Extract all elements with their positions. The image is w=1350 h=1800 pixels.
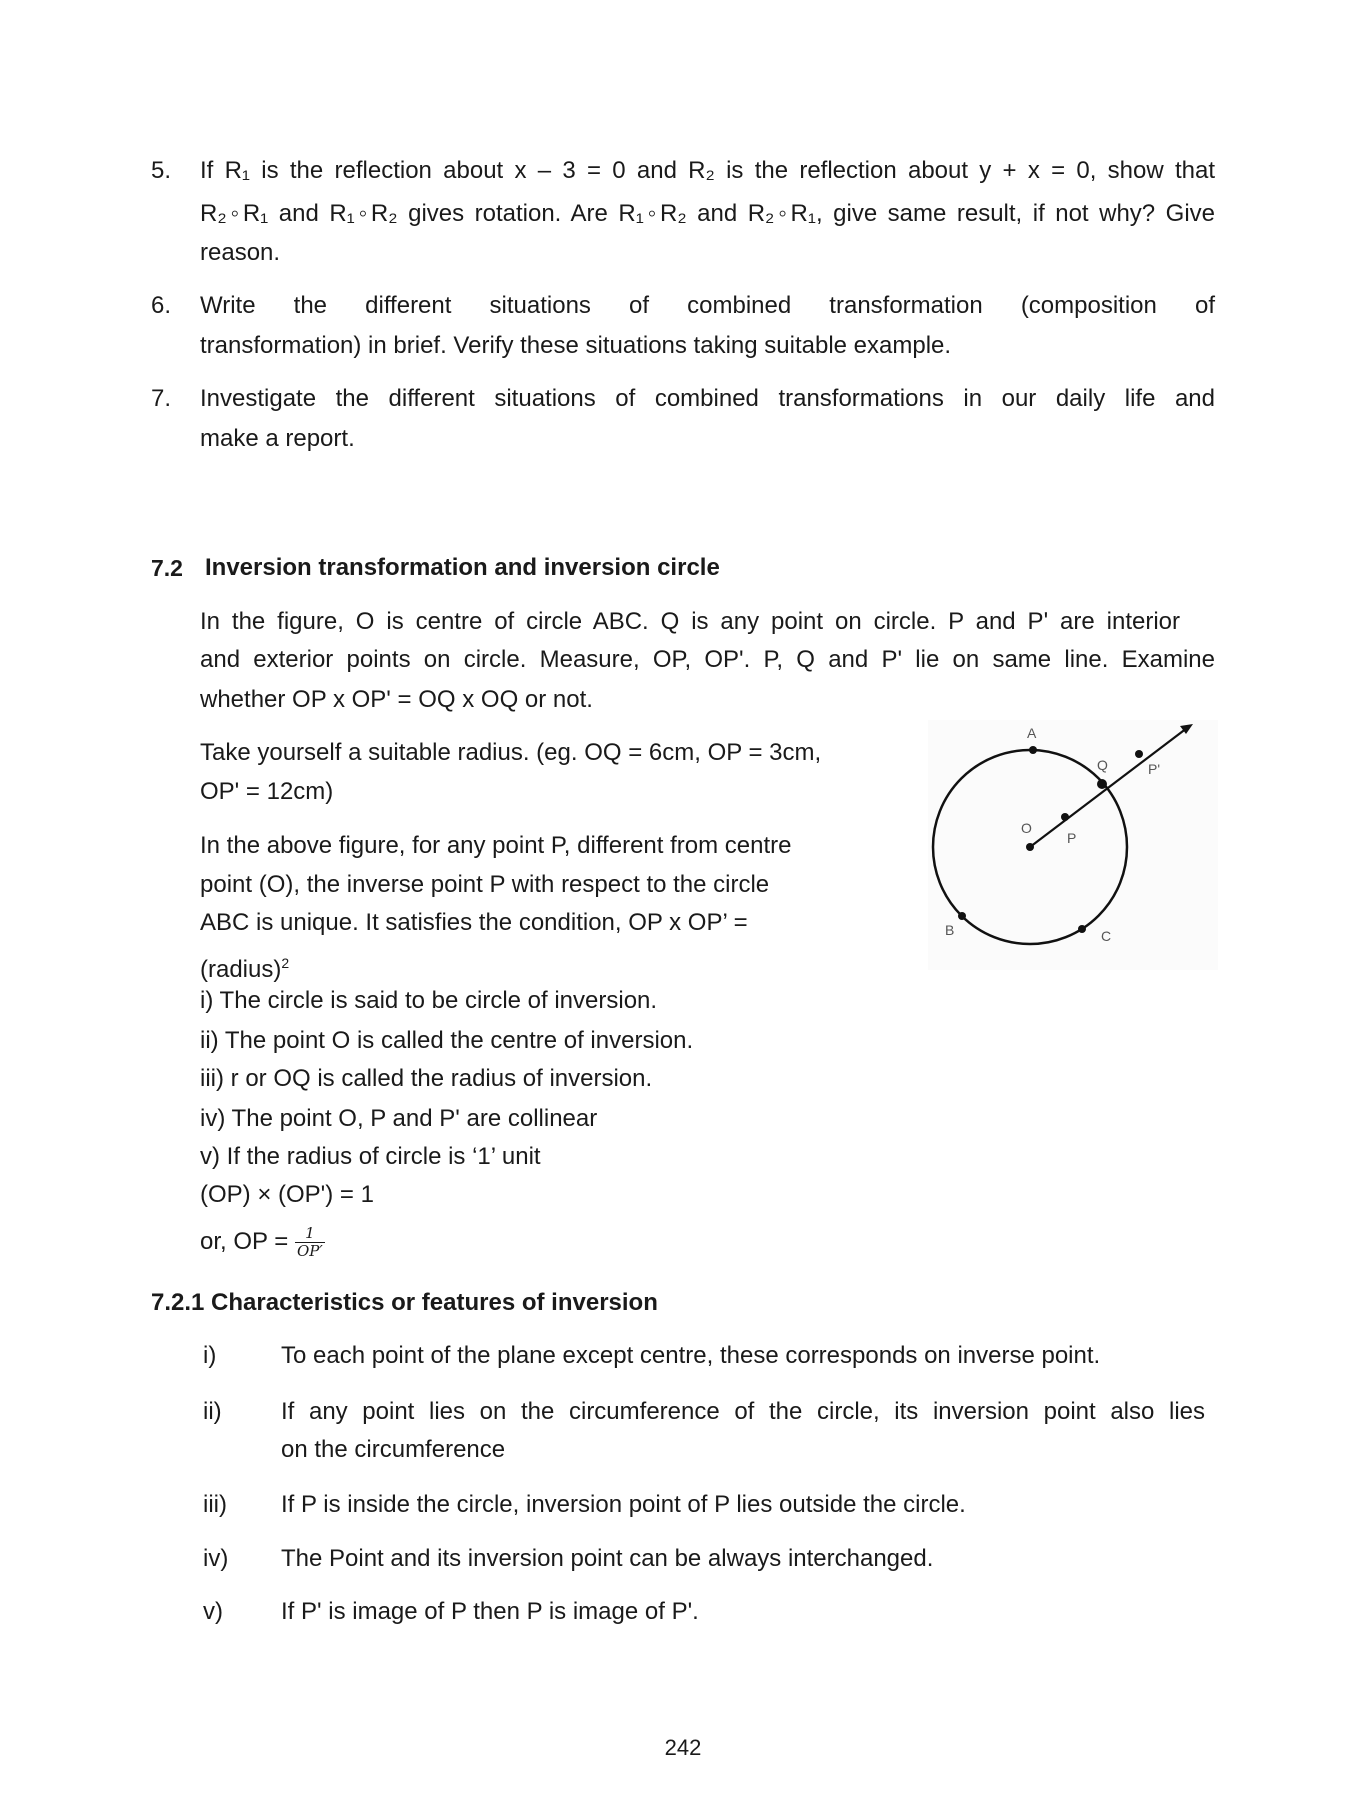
example-line: OP' = 12cm) <box>200 778 334 805</box>
definition-point: v) If the radius of circle is ‘1’ unit <box>200 1143 541 1170</box>
label-q: Q <box>1097 757 1108 773</box>
exercise-line: reason. <box>200 239 281 266</box>
point-q <box>1097 779 1107 789</box>
feature-text: If P is inside the circle, inversion point of P lies outside the circle. <box>281 1491 966 1518</box>
label-p: P <box>1067 830 1077 846</box>
feature-text: The Point and its inversion point can be always interchanged. <box>281 1545 934 1572</box>
exercise-line: Investigate the different situations of combined transformations in our daily life and <box>200 385 1215 412</box>
feature-number: iv) <box>203 1545 229 1572</box>
definition-point: ii) The point O is called the centre of inversion. <box>200 1027 694 1054</box>
exercise-line: make a report. <box>200 425 355 452</box>
radius-exponent: 2 <box>281 955 290 971</box>
feature-number: ii) <box>203 1398 222 1425</box>
definition-point: iii) r or OQ is called the radius of inversion. <box>200 1065 653 1092</box>
definition-point: i) The circle is said to be circle of inversion. <box>200 987 658 1014</box>
definition-point: (OP) × (OP') = 1 <box>200 1181 374 1208</box>
radius-text: (radius) <box>200 956 282 983</box>
point-a <box>1029 746 1037 754</box>
exercise-line: transformation) in brief. Verify these situations taking suitable example. <box>200 332 952 359</box>
label-o: O <box>1021 820 1032 836</box>
label-a: A <box>1027 725 1037 741</box>
feature-text: To each point of the plane except centre, these corresponds on inverse point. <box>281 1342 1101 1369</box>
feature-text: If P' is image of P then P is image of P'. <box>281 1598 699 1625</box>
explanation-line: point (O), the inverse point P with respect to the circle <box>200 871 770 898</box>
page-number: 242 <box>664 1735 702 1760</box>
feature-number: i) <box>203 1342 217 1369</box>
feature-number: iii) <box>203 1491 227 1518</box>
explanation-line: In the above figure, for any point P, different from centre <box>200 832 792 859</box>
exercise-number: 6. <box>151 292 172 319</box>
point-c <box>1078 925 1086 933</box>
feature-number: v) <box>203 1598 223 1625</box>
point-o <box>1026 843 1034 851</box>
formula-lead: or, OP = <box>200 1228 295 1255</box>
fraction-denominator: OP′ <box>296 1242 323 1261</box>
point-b <box>958 912 966 920</box>
label-b: B <box>945 922 955 938</box>
intro-line: whether OP x OP' = OQ x OQ or not. <box>200 686 593 713</box>
intro-line: In the figure, O is centre of circle ABC. Q is any point on circle. P and Pʹ are interior <box>200 608 1180 635</box>
point-p-prime <box>1135 750 1143 758</box>
fraction-numerator: 1 <box>305 1224 315 1243</box>
label-p-prime: P' <box>1148 761 1161 777</box>
label-c: C <box>1101 928 1112 944</box>
exercise-line: R₂◦R₁ and R₁◦R₂ gives rotation. Are R₁◦R₂ and R₂◦R₁, give same result, if not why? Give <box>200 200 1215 227</box>
point-p <box>1061 813 1069 821</box>
subsection-title: 7.2.1 Characteristics or features of inversion <box>151 1289 658 1316</box>
section-number: 7.2 <box>151 555 183 581</box>
definition-point: iv) The point O, P and P' are collinear <box>200 1105 598 1132</box>
section-title: Inversion transformation and inversion circle <box>205 554 720 581</box>
example-line: Take yourself a suitable radius. (eg. OQ = 6cm, OP = 3cm, <box>200 739 822 766</box>
exercise-line: If R₁ is the reflection about x – 3 = 0 and R₂ is the reflection about y + x = 0, show that <box>200 157 1215 184</box>
explanation-line: ABC is unique. It satisfies the condition, OP x OP’ = <box>200 909 748 936</box>
exercise-line: Write the different situations of combined transformation (composition of <box>200 292 1215 319</box>
feature-text: If any point lies on the circumference of the circle, its inversion point also lies <box>281 1398 1205 1425</box>
feature-text: on the circumference <box>281 1436 506 1463</box>
intro-line: and exterior points on circle. Measure, OP, OP'. P, Q and P' lie on same line. Examine <box>200 646 1215 673</box>
exercise-number: 7. <box>151 385 172 412</box>
exercise-number: 5. <box>151 157 172 184</box>
